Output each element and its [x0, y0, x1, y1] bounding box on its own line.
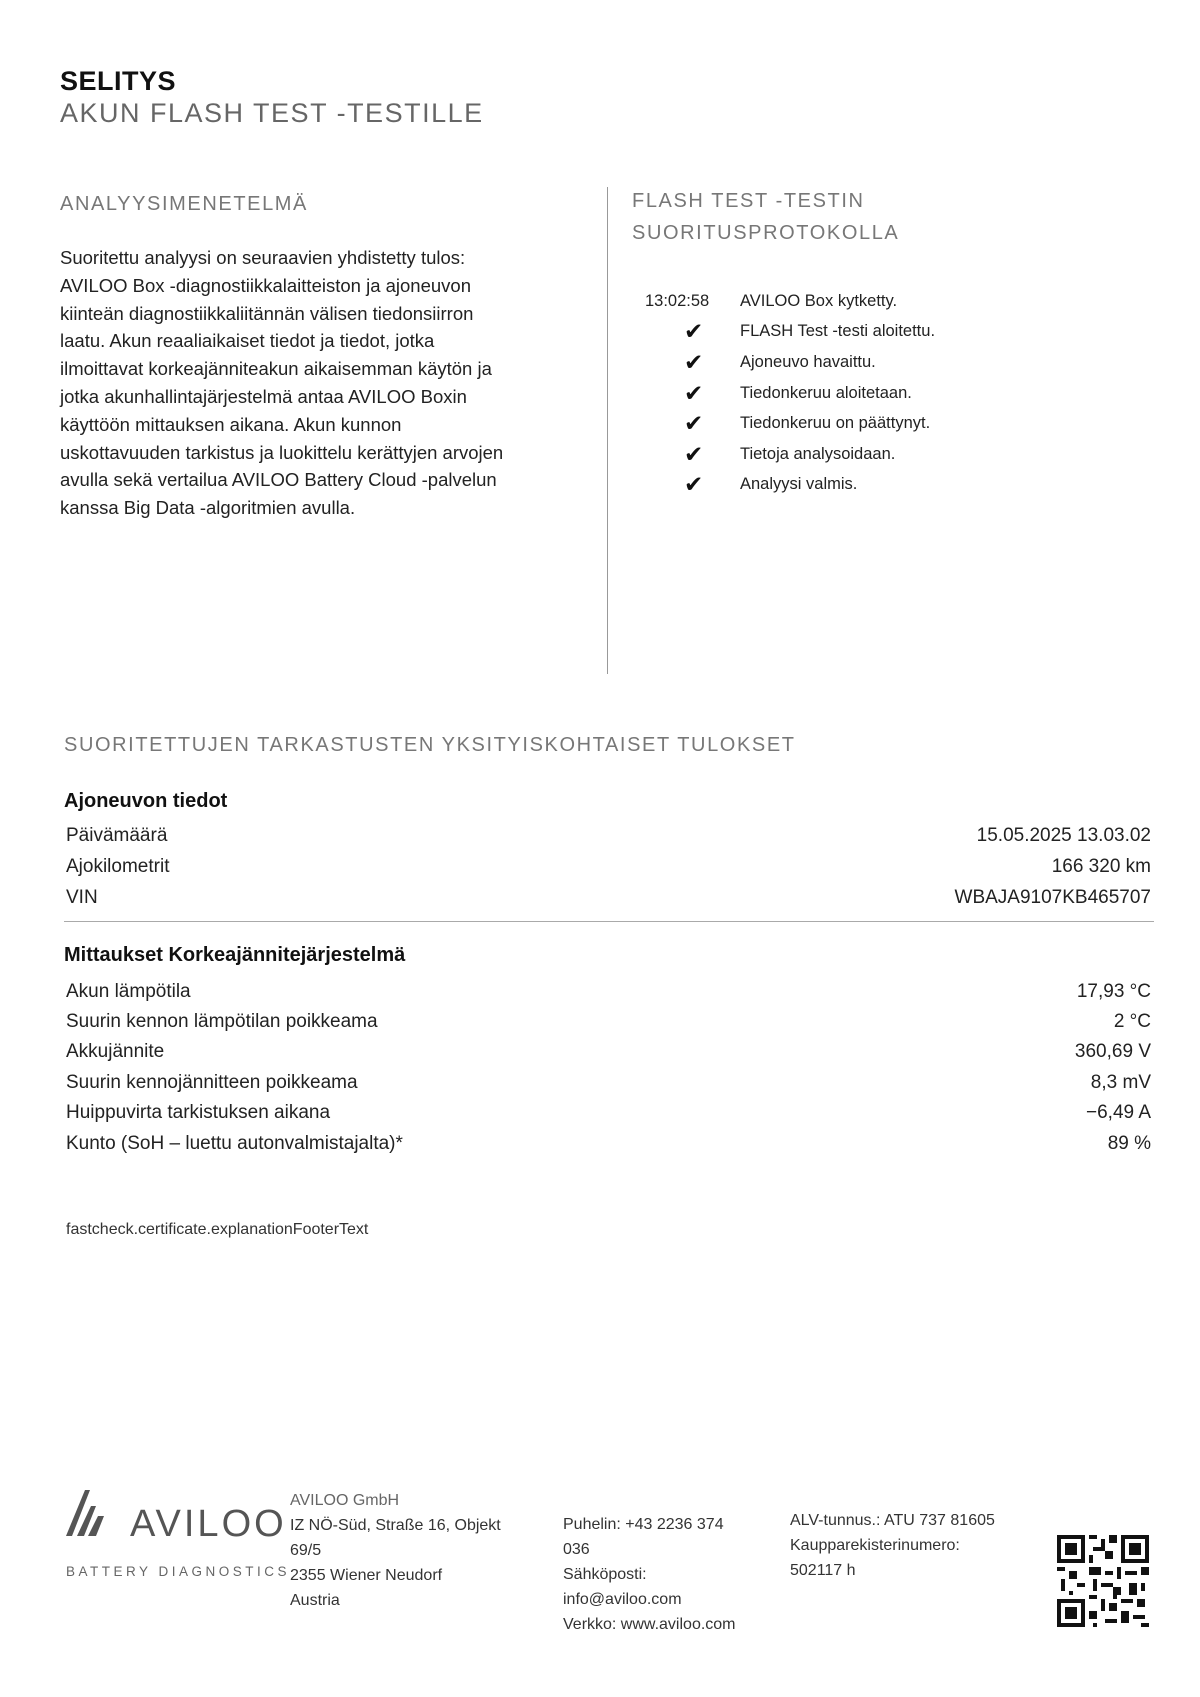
vehicle-row	[66, 856, 1151, 884]
method-line: jotka akunhallintajärjestelmä antaa AVILOO Boxin	[60, 385, 467, 407]
page-subtitle: AKUN FLASH TEST -TESTILLE	[60, 98, 484, 128]
hv-row	[66, 981, 1151, 1009]
hv-row	[66, 1041, 1151, 1069]
protocol-step	[645, 471, 1005, 505]
page-title: SELITYS	[60, 66, 177, 96]
contact-line: info@aviloo.com	[563, 1591, 682, 1608]
protocol-step	[645, 349, 1005, 383]
row-value: 15.05.2025 13.03.02	[976, 825, 1151, 846]
row-label: Ajokilometrit	[66, 856, 170, 877]
row-label: Akun lämpötila	[66, 981, 191, 1002]
row-value: 360,69 V	[1074, 1041, 1151, 1062]
registry-line: ALV-tunnus.: ATU 737 81605	[790, 1512, 995, 1529]
registry-line: 502117 h	[790, 1562, 856, 1579]
contact-line: 036	[563, 1541, 590, 1558]
protocol-heading-line2: SUORITUSPROTOKOLLA	[632, 222, 900, 244]
method-line: kiinteän diagnostiikkaliitännän välisen tiedonsiirron	[60, 302, 474, 324]
contact-line: Verkko: www.aviloo.com	[563, 1616, 736, 1633]
method-line: AVILOO Box -diagnostiikkalaitteiston ja ajoneuvon	[60, 274, 472, 296]
row-label: Kunto (SoH – luettu autonvalmistajalta)*	[66, 1133, 403, 1154]
row-value: −6,49 A	[1086, 1102, 1151, 1123]
protocol-heading-line1: FLASH TEST -TESTIN	[632, 190, 865, 212]
hv-row	[66, 1102, 1151, 1130]
row-value: 2 °C	[1113, 1011, 1151, 1032]
check-icon: ✔	[684, 318, 704, 344]
check-icon: ✔	[684, 441, 704, 467]
contact-line: Puhelin: +43 2236 374	[563, 1516, 724, 1533]
method-line: käyttöön mittauksen aikana. Akun kunnon	[60, 413, 402, 435]
address-line: Austria	[290, 1592, 340, 1609]
row-value: 166 320 km	[1051, 856, 1151, 877]
results-heading: SUORITETTUJEN TARKASTUSTEN YKSITYISKOHTAISET TULOKSET	[64, 734, 796, 756]
address-line: 2355 Wiener Neudorf	[290, 1567, 443, 1584]
method-heading: ANALYYSIMENETELMÄ	[60, 193, 309, 215]
vehicle-row	[66, 825, 1151, 853]
protocol-step	[645, 318, 1005, 352]
protocol-step-text: Analyysi valmis.	[740, 475, 858, 493]
row-label: Suurin kennon lämpötilan poikkeama	[66, 1011, 378, 1032]
company-name: AVILOO GmbH	[290, 1492, 400, 1509]
protocol-time: 13:02:58	[645, 292, 710, 310]
method-text	[60, 244, 600, 522]
section-divider	[64, 921, 1154, 922]
check-icon: ✔	[684, 471, 704, 497]
protocol-step	[645, 410, 1005, 444]
protocol-step-text: Ajoneuvo havaittu.	[740, 353, 876, 371]
aviloo-logo-text: AVILOO	[130, 1503, 287, 1545]
method-line: ilmoittavat korkeajänniteakun aikaisemman käytön ja	[60, 358, 492, 380]
column-divider	[607, 187, 608, 674]
address-line: IZ NÖ-Süd, Straße 16, Objekt	[290, 1517, 501, 1534]
check-icon: ✔	[684, 410, 704, 436]
protocol-step-text: Tiedonkeruu on päättynyt.	[740, 414, 931, 432]
company-address	[290, 1488, 540, 1613]
protocol-step-text: Tietoja analysoidaan.	[740, 445, 896, 463]
row-value: 89 %	[1107, 1133, 1151, 1154]
protocol-step-text: AVILOO Box kytketty.	[740, 292, 898, 310]
row-label: Huippuvirta tarkistuksen aikana	[66, 1102, 331, 1123]
row-value: 8,3 mV	[1090, 1072, 1151, 1093]
contact-line: Sähköposti:	[563, 1566, 647, 1583]
company-contact	[563, 1512, 773, 1637]
hv-section-title: Mittaukset Korkeajännitejärjestelmä	[64, 944, 406, 966]
footer-note: fastcheck.certificate.explanationFooterText	[66, 1221, 369, 1238]
qr-code-icon	[1057, 1535, 1149, 1627]
protocol-step-text: Tiedonkeruu aloitetaan.	[740, 384, 912, 402]
company-registry	[790, 1508, 1040, 1583]
method-line: laatu. Akun reaaliaikaiset tiedot ja tiedot, jotka	[60, 330, 435, 352]
row-label: Suurin kennojännitteen poikkeama	[66, 1072, 358, 1093]
address-line: 69/5	[290, 1542, 322, 1559]
row-label: Päivämäärä	[66, 825, 168, 846]
hv-row	[66, 1133, 1151, 1161]
method-line: uskottavuuden tarkistus ja luokittelu kerättyjen arvojen	[60, 441, 504, 463]
method-line: kanssa Big Data -algoritmien avulla.	[60, 497, 356, 519]
row-value: WBAJA9107KB465707	[954, 887, 1151, 908]
aviloo-logo-subtitle: BATTERY DIAGNOSTICS	[66, 1564, 291, 1579]
vehicle-row	[66, 887, 1151, 915]
row-label: VIN	[66, 887, 98, 908]
check-icon: ✔	[684, 380, 704, 406]
method-line: avulla sekä vertailua AVILOO Battery Cloud -palvelun	[60, 469, 497, 491]
row-value: 17,93 °C	[1076, 981, 1151, 1002]
registry-line: Kaupparekisterinumero:	[790, 1537, 960, 1554]
check-icon: ✔	[684, 349, 704, 375]
method-line: Suoritettu analyysi on seuraavien yhdistetty tulos:	[60, 247, 466, 268]
vehicle-section-title: Ajoneuvon tiedot	[64, 790, 228, 812]
hv-row	[66, 1011, 1151, 1039]
protocol-step-text: FLASH Test -testi aloitettu.	[740, 322, 936, 340]
aviloo-logo-mark-icon	[66, 1488, 126, 1538]
hv-row	[66, 1072, 1151, 1100]
row-label: Akkujännite	[66, 1041, 165, 1062]
